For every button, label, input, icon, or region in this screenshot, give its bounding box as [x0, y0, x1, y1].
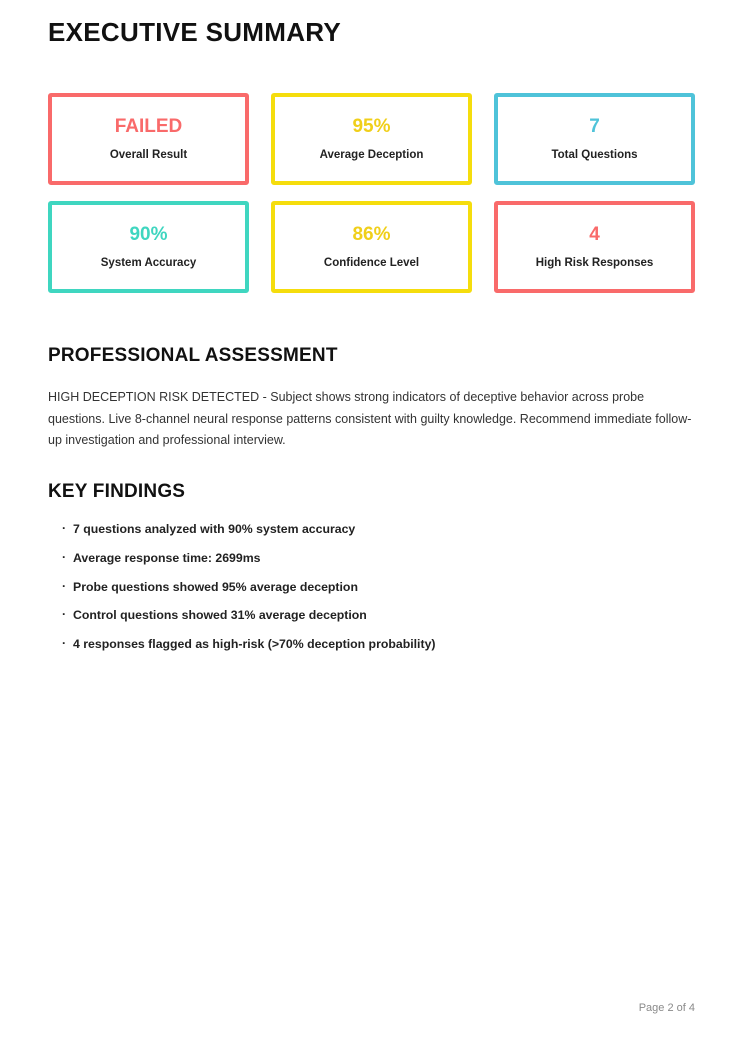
summary-card: [48, 201, 249, 293]
summary-card: [494, 201, 695, 293]
summary-cards: [48, 93, 695, 293]
page-number: Page 2 of 4: [638, 1002, 695, 1014]
list-item: · Probe questions showed 95% average deception: [62, 581, 682, 593]
assessment-heading: PROFESSIONAL ASSESSMENT: [48, 345, 338, 366]
card-label: Total Questions: [551, 149, 638, 161]
summary-card: [271, 201, 472, 293]
card-label: System Accuracy: [100, 257, 197, 269]
summary-card: [494, 93, 695, 185]
list-item: · 4 responses flagged as high-risk (>70% deception probability): [62, 638, 682, 650]
card-value: 4: [589, 224, 600, 245]
card-label: Overall Result: [109, 149, 188, 161]
card-value: 95%: [352, 116, 391, 137]
findings-list: [62, 523, 682, 667]
card-value: 7: [589, 116, 600, 137]
assessment-body: HIGH DECEPTION RISK DETECTED - Subject shows strong indicators of deceptive behavior across probe questions. Live 8-channel neural response patterns consistent with guilty knowledge. Recommend immediate follow-up investigation and professional interview.: [48, 390, 692, 447]
list-item: · Control questions showed 31% average deception: [62, 609, 682, 621]
list-item: · 7 questions analyzed with 90% system accuracy: [62, 523, 682, 535]
summary-card: [271, 93, 472, 185]
card-label: High Risk Responses: [535, 257, 654, 269]
card-value: FAILED: [114, 116, 183, 137]
card-label: Average Deception: [319, 149, 424, 161]
page-title: EXECUTIVE SUMMARY: [48, 17, 342, 47]
findings-heading: KEY FINDINGS: [48, 481, 186, 502]
list-item: · Average response time: 2699ms: [62, 552, 682, 564]
card-value: 86%: [352, 224, 391, 245]
card-label: Confidence Level: [323, 257, 420, 269]
summary-card: [48, 93, 249, 185]
card-value: 90%: [129, 224, 168, 245]
